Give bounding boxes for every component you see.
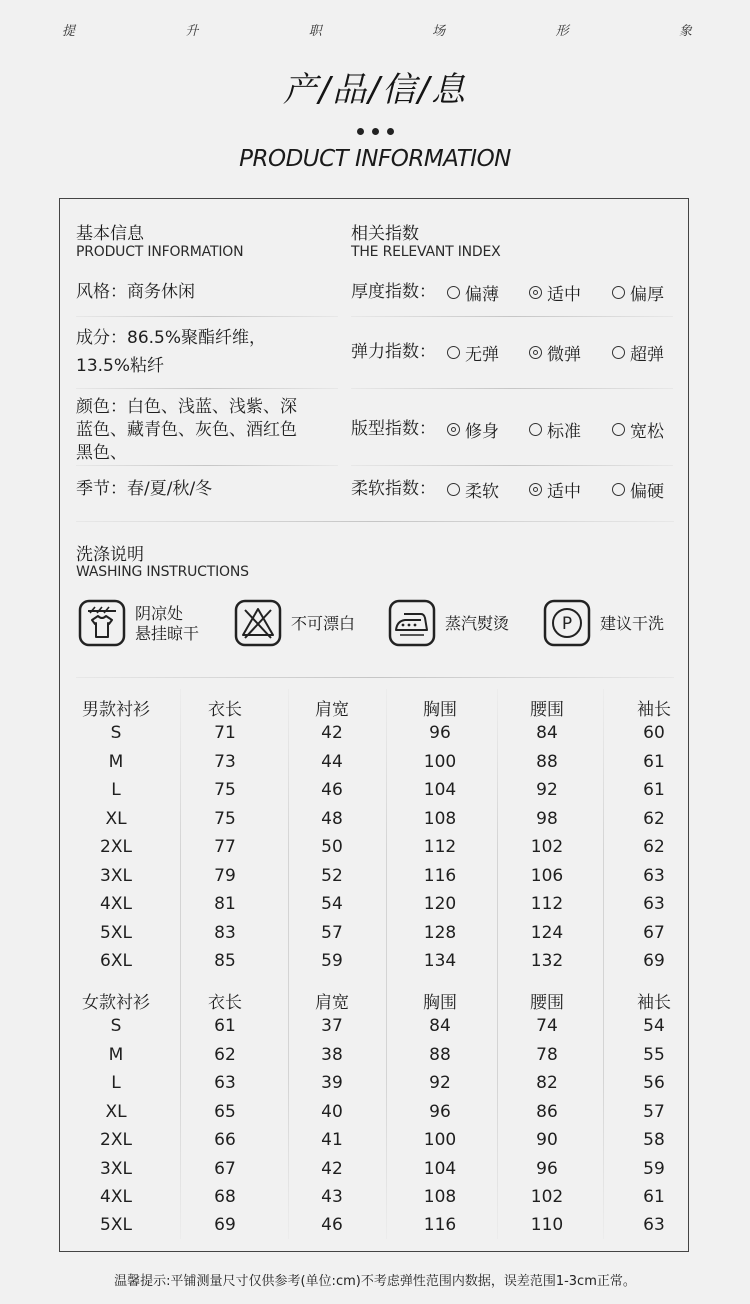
radio-selected-icon <box>529 346 542 359</box>
chest-cell: 104 <box>423 1159 457 1179</box>
sleeve-cell: 62 <box>643 809 665 829</box>
sleeve-cell: 63 <box>643 894 665 914</box>
length-cell: 66 <box>214 1130 236 1150</box>
footer-note: 温馨提示:平铺测量尺寸仅供参考(单位:cm)不考虑弹性范围内数据，误差范围1-3cm正常。 <box>114 1274 636 1289</box>
radio-icon <box>612 483 625 496</box>
size-cell: M <box>108 1045 124 1065</box>
sleeve-cell: 58 <box>643 1130 665 1150</box>
length-cell: 71 <box>214 723 236 743</box>
size-cell: 4XL <box>100 1187 132 1207</box>
size-cell: S <box>110 1016 122 1036</box>
radio-icon <box>612 286 625 299</box>
elasticity-option-super: 超弹 <box>612 340 664 365</box>
shoulder-cell: 52 <box>321 866 343 886</box>
sleeve-cell: 59 <box>643 1159 665 1179</box>
shoulder-cell: 50 <box>321 837 343 857</box>
length-cell: 69 <box>214 1215 236 1235</box>
waist-cell: 112 <box>530 894 564 914</box>
radio-selected-icon <box>529 286 542 299</box>
header-cell: 胸围 <box>423 993 457 1013</box>
chest-cell: 104 <box>423 780 457 800</box>
chest-cell: 88 <box>429 1045 451 1065</box>
length-cell: 85 <box>214 951 236 971</box>
radio-selected-icon <box>529 483 542 496</box>
tagline <box>62 20 692 39</box>
sleeve-cell: 60 <box>643 723 665 743</box>
waist-cell: 124 <box>530 923 564 943</box>
sleeve-cell: 61 <box>643 752 665 772</box>
no-bleach-icon <box>234 599 282 647</box>
softness-label: 柔软指数： <box>351 479 436 499</box>
thickness-option-thin: 偏薄 <box>447 280 499 305</box>
season-line: 季节：春/夏/秋/冬 <box>76 479 213 499</box>
washing-title: 洗涤说明 <box>76 545 144 565</box>
shoulder-cell: 57 <box>321 923 343 943</box>
svg-text:P: P <box>561 614 573 634</box>
radio-icon <box>612 346 625 359</box>
header-cell: 衣长 <box>208 993 242 1013</box>
header-cell: 腰围 <box>530 700 564 720</box>
length-cell: 61 <box>214 1016 236 1036</box>
sleeve-cell: 61 <box>643 780 665 800</box>
softness-option-hard: 偏硬 <box>612 477 664 502</box>
length-cell: 75 <box>214 780 236 800</box>
tagline-char: 升 <box>185 24 199 39</box>
length-cell: 65 <box>214 1102 236 1122</box>
header-cell: 衣长 <box>208 700 242 720</box>
header-cell: 女款衬衫 <box>82 993 150 1013</box>
fit-option-standard: 标准 <box>529 417 581 442</box>
style-line: 风格：商务休闲 <box>76 282 195 302</box>
softness-option-soft: 柔软 <box>447 477 499 502</box>
length-cell: 83 <box>214 923 236 943</box>
size-cell: 2XL <box>100 837 132 857</box>
elasticity-option-none: 无弹 <box>447 340 499 365</box>
chest-cell: 108 <box>423 809 457 829</box>
waist-cell: 102 <box>530 837 564 857</box>
shoulder-cell: 43 <box>321 1187 343 1207</box>
length-cell: 67 <box>214 1159 236 1179</box>
radio-icon <box>447 483 460 496</box>
sleeve-cell: 56 <box>643 1073 665 1093</box>
length-cell: 79 <box>214 866 236 886</box>
sleeve-cell: 57 <box>643 1102 665 1122</box>
tagline-char: 场 <box>432 24 446 39</box>
chest-cell: 96 <box>429 723 451 743</box>
waist-cell: 86 <box>536 1102 558 1122</box>
index-title: 相关指数 <box>351 224 419 244</box>
shoulder-cell: 38 <box>321 1045 343 1065</box>
info-frame <box>59 198 689 1252</box>
waist-cell: 106 <box>530 866 564 886</box>
sleeve-cell: 61 <box>643 1187 665 1207</box>
material-line-2: 13.5%粘纤 <box>76 356 165 376</box>
sleeve-cell: 55 <box>643 1045 665 1065</box>
radio-icon <box>447 286 460 299</box>
shoulder-cell: 46 <box>321 780 343 800</box>
sleeve-cell: 63 <box>643 1215 665 1235</box>
softness-option-medium: 适中 <box>529 477 581 502</box>
size-cell: XL <box>105 1102 127 1122</box>
index-subtitle: THE RELEVANT INDEX <box>351 244 501 260</box>
size-cell: 3XL <box>100 1159 132 1179</box>
chest-cell: 100 <box>423 752 457 772</box>
length-cell: 62 <box>214 1045 236 1065</box>
tagline-char: 象 <box>678 24 692 39</box>
chest-cell: 116 <box>423 866 457 886</box>
radio-icon <box>529 423 542 436</box>
waist-cell: 96 <box>536 1159 558 1179</box>
page-subtitle: PRODUCT INFORMATION <box>239 146 511 172</box>
waist-cell: 88 <box>536 752 558 772</box>
sleeve-cell: 63 <box>643 866 665 886</box>
waist-cell: 92 <box>536 780 558 800</box>
no-bleach-label: 不可漂白 <box>291 614 356 633</box>
radio-selected-icon <box>447 423 460 436</box>
title-dots <box>0 120 750 139</box>
fit-label: 版型指数： <box>351 419 436 439</box>
length-cell: 68 <box>214 1187 236 1207</box>
steam-iron-icon <box>388 599 436 647</box>
chest-cell: 92 <box>429 1073 451 1093</box>
size-cell: 6XL <box>100 951 132 971</box>
shoulder-cell: 42 <box>321 1159 343 1179</box>
shoulder-cell: 46 <box>321 1215 343 1235</box>
color-line-1: 颜色：白色、浅蓝、浅紫、深 <box>76 397 297 417</box>
elasticity-label: 弹力指数： <box>351 342 436 362</box>
size-cell: 2XL <box>100 1130 132 1150</box>
size-cell: M <box>108 752 124 772</box>
sleeve-cell: 62 <box>643 837 665 857</box>
waist-cell: 74 <box>536 1016 558 1036</box>
sleeve-cell: 67 <box>643 923 665 943</box>
header-cell: 胸围 <box>423 700 457 720</box>
dry-clean-label: 建议干洗 <box>600 614 665 633</box>
chest-cell: 128 <box>423 923 457 943</box>
header-cell: 腰围 <box>530 993 564 1013</box>
tagline-char: 职 <box>308 24 322 39</box>
page-title: 产/品/信/息 <box>282 70 468 110</box>
size-cell: 5XL <box>100 923 132 943</box>
waist-cell: 98 <box>536 809 558 829</box>
waist-cell: 102 <box>530 1187 564 1207</box>
header-cell: 袖长 <box>637 700 671 720</box>
header-cell: 男款衬衫 <box>82 700 150 720</box>
elasticity-option-slight: 微弹 <box>529 340 581 365</box>
shade-dry-label-2: 悬挂晾干 <box>135 624 200 643</box>
thickness-option-thick: 偏厚 <box>612 280 664 305</box>
shoulder-cell: 37 <box>321 1016 343 1036</box>
waist-cell: 82 <box>536 1073 558 1093</box>
chest-cell: 100 <box>423 1130 457 1150</box>
dry-clean-icon <box>543 599 591 647</box>
fit-option-loose: 宽松 <box>612 417 664 442</box>
header-cell: 肩宽 <box>315 700 349 720</box>
basic-info-title: 基本信息 <box>76 224 144 244</box>
chest-cell: 116 <box>423 1215 457 1235</box>
shade-dry-label-1: 阴凉处 <box>135 604 184 623</box>
washing-subtitle: WASHING INSTRUCTIONS <box>76 564 249 580</box>
header-cell: 肩宽 <box>315 993 349 1013</box>
size-cell: L <box>111 780 121 800</box>
shoulder-cell: 39 <box>321 1073 343 1093</box>
waist-cell: 90 <box>536 1130 558 1150</box>
shade-dry-icon <box>78 599 126 647</box>
size-cell: L <box>111 1073 121 1093</box>
shoulder-cell: 48 <box>321 809 343 829</box>
chest-cell: 96 <box>429 1102 451 1122</box>
tagline-char: 形 <box>555 24 569 39</box>
radio-icon <box>612 423 625 436</box>
waist-cell: 84 <box>536 723 558 743</box>
size-cell: XL <box>105 809 127 829</box>
chest-cell: 120 <box>423 894 457 914</box>
fit-option-slim: 修身 <box>447 417 499 442</box>
color-line-2: 蓝色、藏青色、灰色、酒红色 <box>76 420 297 440</box>
chest-cell: 134 <box>423 951 457 971</box>
basic-info-subtitle: PRODUCT INFORMATION <box>76 244 244 260</box>
size-cell: 4XL <box>100 894 132 914</box>
length-cell: 75 <box>214 809 236 829</box>
steam-iron-label: 蒸汽熨烫 <box>445 614 510 633</box>
shoulder-cell: 40 <box>321 1102 343 1122</box>
material-line-1: 成分：86.5%聚酯纤维， <box>76 328 267 348</box>
length-cell: 73 <box>214 752 236 772</box>
waist-cell: 78 <box>536 1045 558 1065</box>
radio-icon <box>447 346 460 359</box>
length-cell: 63 <box>214 1073 236 1093</box>
shoulder-cell: 41 <box>321 1130 343 1150</box>
header-cell: 袖长 <box>637 993 671 1013</box>
chest-cell: 112 <box>423 837 457 857</box>
size-cell: S <box>110 723 122 743</box>
chest-cell: 84 <box>429 1016 451 1036</box>
shoulder-cell: 44 <box>321 752 343 772</box>
sleeve-cell: 69 <box>643 951 665 971</box>
shoulder-cell: 54 <box>321 894 343 914</box>
shoulder-cell: 42 <box>321 723 343 743</box>
thickness-option-medium: 适中 <box>529 280 581 305</box>
thickness-label: 厚度指数： <box>351 282 436 302</box>
color-line-3: 黑色、 <box>76 443 127 463</box>
length-cell: 81 <box>214 894 236 914</box>
waist-cell: 110 <box>530 1215 564 1235</box>
shoulder-cell: 59 <box>321 951 343 971</box>
waist-cell: 132 <box>530 951 564 971</box>
sleeve-cell: 54 <box>643 1016 665 1036</box>
size-cell: 3XL <box>100 866 132 886</box>
chest-cell: 108 <box>423 1187 457 1207</box>
size-cell: 5XL <box>100 1215 132 1235</box>
tagline-char: 提 <box>62 24 76 39</box>
length-cell: 77 <box>214 837 236 857</box>
